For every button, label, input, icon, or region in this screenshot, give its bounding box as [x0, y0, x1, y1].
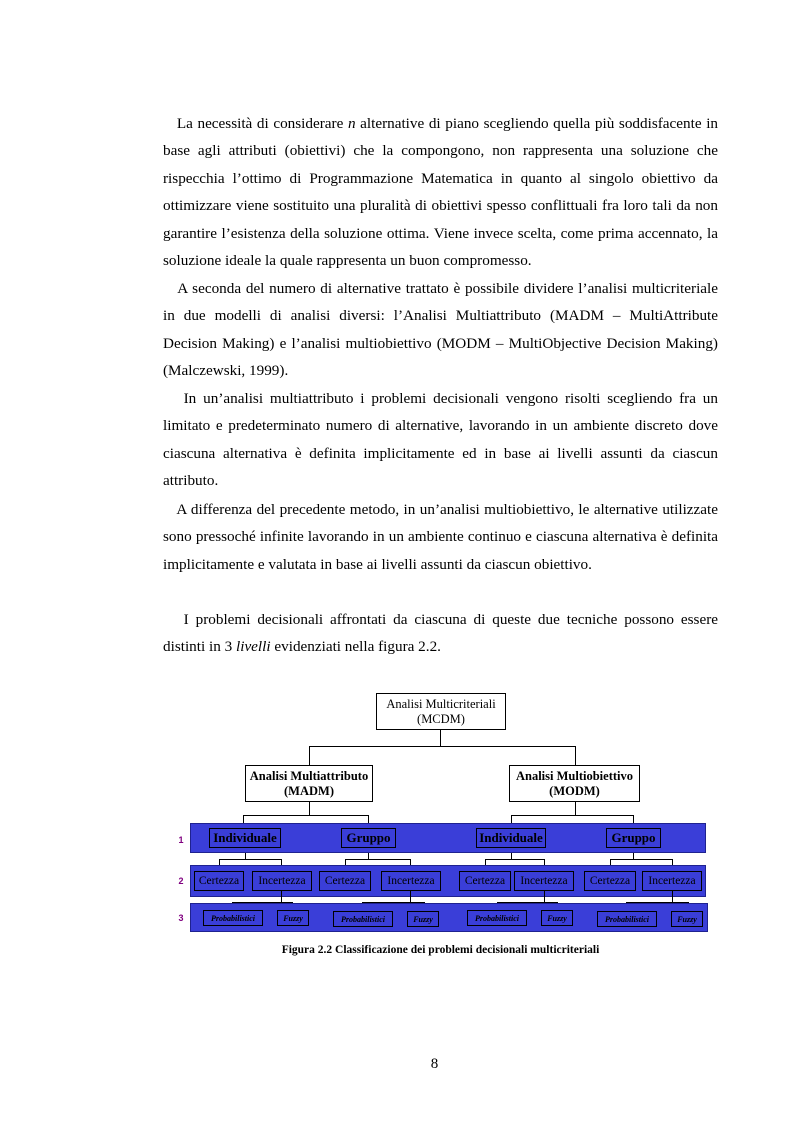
paragraph-1: La necessità di considerare n alternative di piano scegliendo quella più soddisfacente in base agli attributi (obiettivi) che la compongono, non rappresenta una soluzione che rispecchia l’ottimo di Programmazione Matematica in quanto al singolo obiettivo da ottimizzare viene sostituito una pluralità di obiettivi spesso conflittuali fra loro tali da non garantire l’esistenza della soluzione ottima. Viene invece scelta, come prima accennato, la soluzione ideale la quale rappresenta un buon compromesso.: [163, 115, 719, 270]
level2-incertezza-1: Incertezza: [252, 871, 312, 891]
level1-gruppo-modm: Gruppo: [606, 828, 661, 848]
paragraph-5: I problemi decisionali affrontati da ciascuna di queste due tecniche possono essere distinti in 3 livelli evidenziati nella figura 2.2.: [163, 611, 719, 656]
level2-incertezza-4: Incertezza: [642, 871, 702, 891]
page-number: 8: [430, 1056, 439, 1072]
paragraph-3: In un’analisi multiattributo i problemi decisionali vengono risolti scegliendo fra un limitato e predeterminato numero di alternative, lavorando in un ambiente discreto dove ciascuna alternativa è definita implicitamente ed in base ai livelli assunti da ciascun attributo.: [163, 390, 718, 490]
paragraph-4: A differenza del precedente metodo, in un’analisi multiobiettivo, le alternative utilizzate sono pressoché infinite lavorando in un ambiente continuo e ciascuna alternativa è definita implicitamente e valutata in base ai livelli assunti da ciascun obiettivo.: [163, 501, 718, 573]
level2-certezza-2: Certezza: [319, 871, 371, 891]
modm-box: Analisi Multiobiettivo (MODM): [509, 765, 640, 802]
level3-fuzzy-4: Fuzzy: [671, 911, 703, 927]
paragraph-2: A seconda del numero di alternative trattato è possibile dividere l’analisi multicriteriale in due modelli di analisi diversi: l’Analisi Multiattributo (MADM – MultiAttribute Decision Making) e l’analisi multiobiettivo (MODM – MultiObjective Decision Making) (Malczewski, 1999).: [163, 280, 718, 380]
level2-certezza-1: Certezza: [194, 871, 244, 891]
level3-probabilistici-3: Probabilistici: [467, 910, 527, 926]
mcdm-box: Analisi Multicriteriali (MCDM): [376, 693, 506, 730]
level1-gruppo-madm: Gruppo: [341, 828, 396, 848]
level3-fuzzy-2: Fuzzy: [407, 911, 439, 927]
level3-probabilistici-4: Probabilistici: [597, 911, 657, 927]
level3-fuzzy-1: Fuzzy: [277, 910, 309, 926]
level-number-2: 2: [178, 876, 184, 886]
level2-certezza-3: Certezza: [459, 871, 511, 891]
level2-incertezza-2: Incertezza: [381, 871, 441, 891]
level1-individuale-modm: Individuale: [476, 828, 546, 848]
level3-probabilistici-1: Probabilistici: [203, 910, 263, 926]
level3-fuzzy-3: Fuzzy: [541, 910, 573, 926]
madm-box: Analisi Multiattributo (MADM): [245, 765, 373, 802]
figure-caption: Figura 2.2 Classificazione dei problemi decisionali multicriteriali: [281, 944, 600, 956]
level2-incertezza-3: Incertezza: [514, 871, 574, 891]
level-number-3: 3: [178, 913, 184, 923]
level1-individuale-madm: Individuale: [209, 828, 281, 848]
level2-certezza-4: Certezza: [584, 871, 636, 891]
level3-probabilistici-2: Probabilistici: [333, 911, 393, 927]
level-number-1: 1: [178, 835, 184, 845]
